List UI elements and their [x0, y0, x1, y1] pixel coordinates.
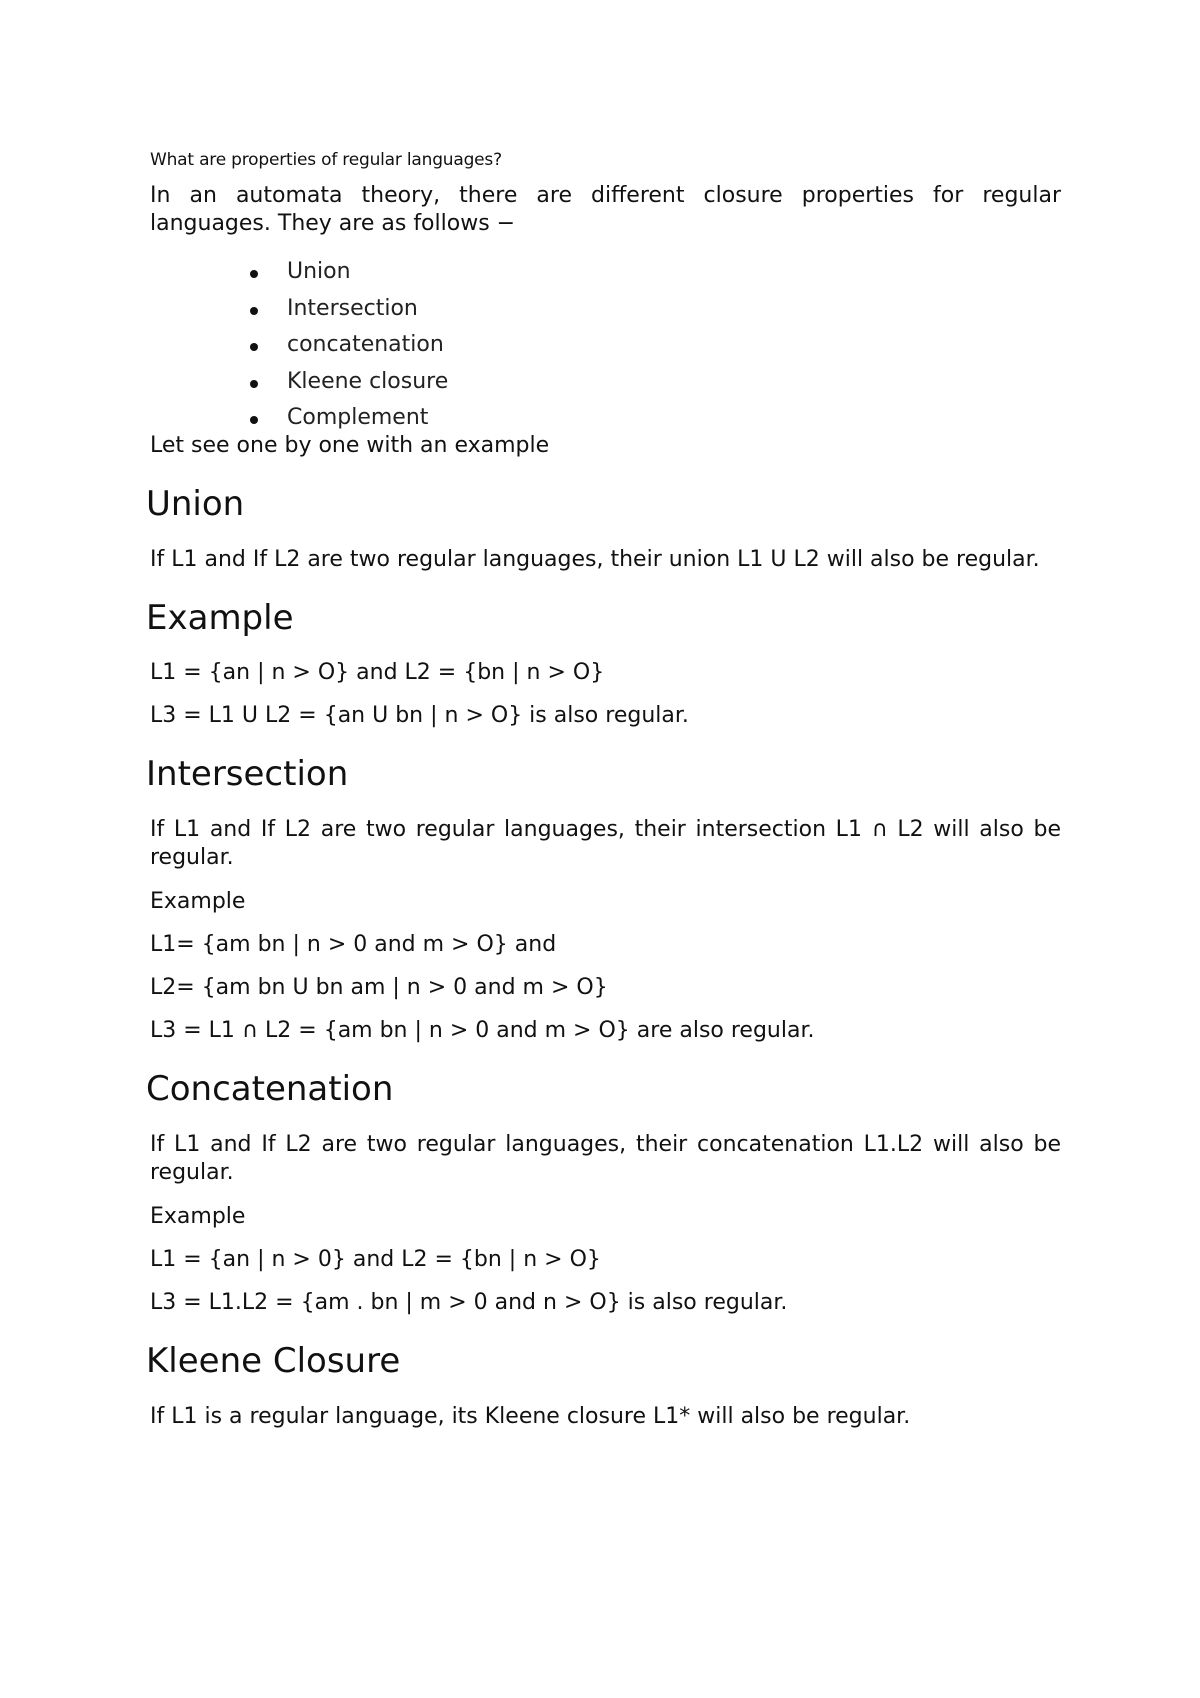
kleene-paragraph: If L1 is a regular language, its Kleene closure L1* will also be regular. [150, 1403, 911, 1429]
intersection-paragraph: If L1 and If L2 are two regular languages, their intersection L1 ∩ L2 will also be regular. [150, 816, 1061, 870]
bullet-icon [250, 380, 258, 388]
bullet-icon [250, 270, 258, 278]
list-item: concatenation [250, 327, 1061, 364]
concatenation-example-line: L1 = {an | n > 0} and L2 = {bn | n > O} [150, 1246, 601, 1272]
intro-paragraph: In an automata theory, there are different closure properties for regular languages. They are as follows − [150, 183, 1061, 236]
union-example-line: L1 = {an | n > O} and L2 = {bn | n > O} [150, 659, 605, 685]
bullet-icon [250, 343, 258, 351]
concatenation-paragraph: If L1 and If L2 are two regular languages, their concatenation L1.L2 will also be regular. [150, 1131, 1061, 1185]
intersection-example-line: L3 = L1 ∩ L2 = {am bn | n > 0 and m > O} are also regular. [150, 1017, 815, 1043]
closure-properties-list [150, 254, 1061, 437]
intersection-example-line: L2= {am bn U bn am | n > 0 and m > O} [150, 974, 608, 1000]
list-item: Complement [250, 400, 1061, 437]
bullet-icon [250, 307, 258, 315]
list-item: Intersection [250, 291, 1061, 328]
bullet-icon [250, 416, 258, 424]
concatenation-example-label: Example [150, 1203, 246, 1229]
document-content [146, 150, 1061, 1431]
section-title-kleene-closure: Kleene Closure [146, 1340, 401, 1381]
section-title-union: Union [146, 483, 245, 524]
section-title-intersection: Intersection [146, 753, 349, 794]
section-title-example: Example [146, 597, 294, 638]
concatenation-example-line: L3 = L1.L2 = {am . bn | m > 0 and n > O} is also regular. [150, 1289, 788, 1315]
intersection-example-label: Example [150, 888, 246, 914]
section-title-concatenation: Concatenation [146, 1068, 394, 1109]
list-item: Union [250, 254, 1061, 291]
union-example-line: L3 = L1 U L2 = {an U bn | n > O} is also regular. [150, 702, 689, 728]
question-heading: What are properties of regular languages? [150, 150, 502, 170]
union-paragraph: If L1 and If L2 are two regular languages, their union L1 U L2 will also be regular. [150, 546, 1040, 572]
lead-text: Let see one by one with an example [150, 432, 550, 458]
list-item: Kleene closure [250, 364, 1061, 401]
intersection-example-line: L1= {am bn | n > 0 and m > O} and [150, 931, 557, 957]
